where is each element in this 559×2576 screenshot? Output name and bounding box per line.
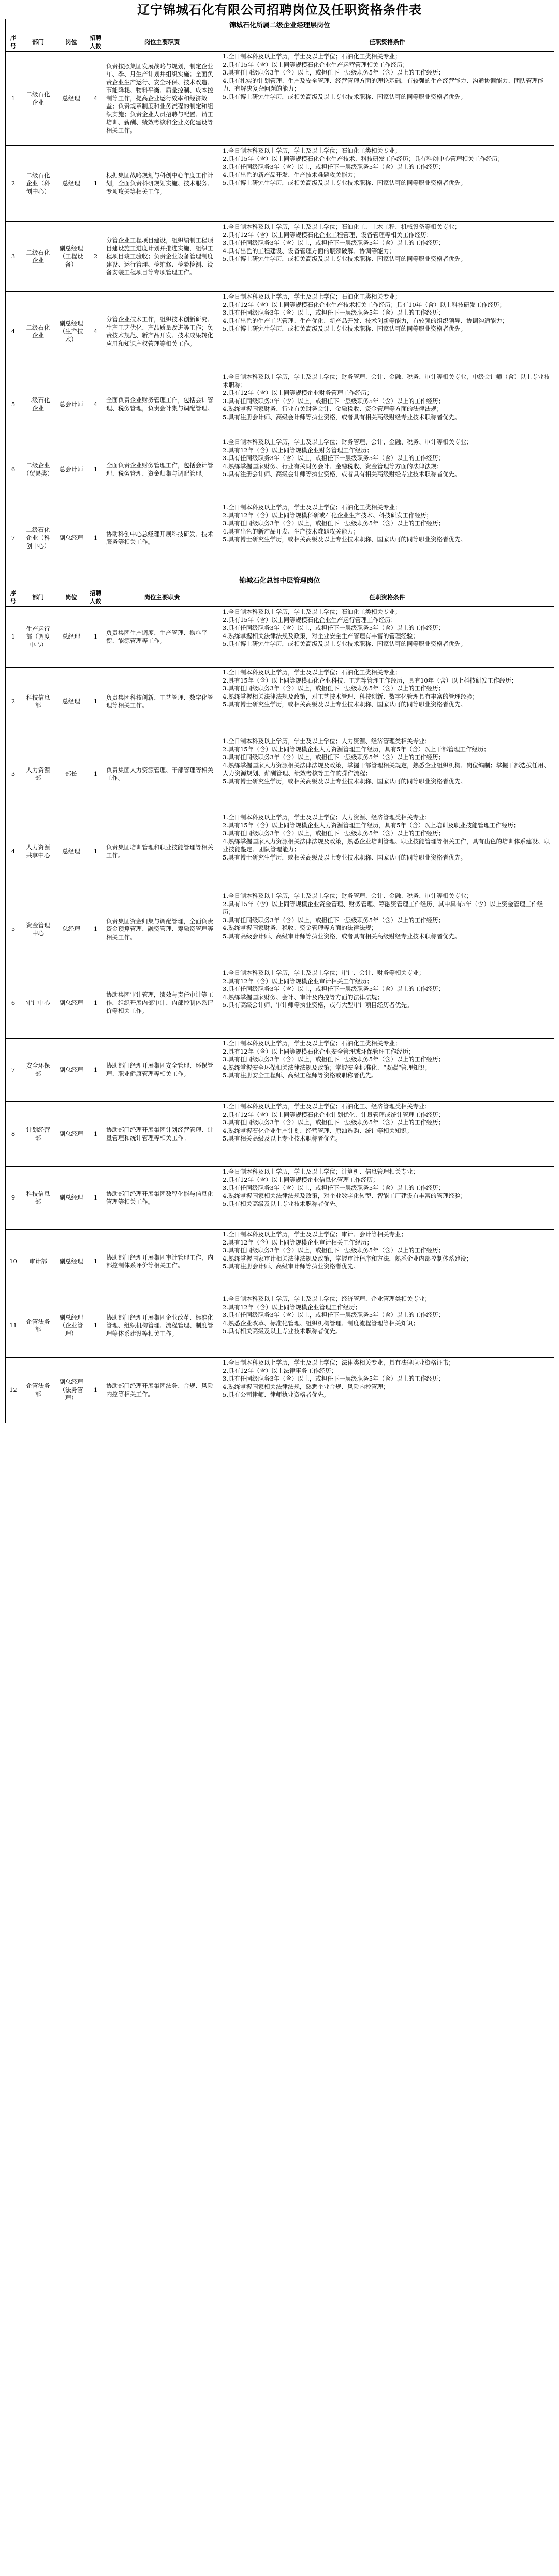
requirement-item: 4.熟练掌握国家相关法律法规及政策，对企业数字化转型、智能工厂建设有丰富的管理经验； xyxy=(223,1192,466,1200)
requirement-item: 4.熟练掌握国家财务、会计、审计及内控等方面的法律法规； xyxy=(223,993,383,1001)
position-cell: 总经理 xyxy=(55,668,87,736)
table-row xyxy=(6,372,554,437)
requirement-item: 1.全日制本科及以上学历，学士及以上学位；审计、会计等相关专业； xyxy=(223,1231,407,1238)
position-cell: 副总经理 xyxy=(55,502,87,574)
headcount-cell: 4 xyxy=(87,292,104,372)
requirement-item: 4.熟练掌握国家财务、税收、资金管理等方面的法律法规； xyxy=(223,924,377,931)
headcount-cell: 4 xyxy=(87,372,104,437)
requirement-item: 3.具有任同级职务3年（含）以上，或担任下一层级职务5年（含）以上的工作经历； xyxy=(223,1247,445,1254)
section-title-row xyxy=(6,19,554,33)
requirement-item: 4.具有出色的生产工艺管理、生产优化、新产品开发、技术创新等能力，有较强的组织领导、协调沟通能力； xyxy=(223,317,508,324)
requirements-cell xyxy=(220,607,554,668)
requirement-item: 2.具有12年（含）以上同等规模石化企业工程管理、设备管理等相关工作经历； xyxy=(223,231,433,239)
column-header: 序号 xyxy=(6,33,21,52)
requirement-item: 5.具有注册会计师、高级会计师等执业资格，或者具有相关高级财经专业技术职称者优先。 xyxy=(223,413,461,421)
requirements-cell xyxy=(220,222,554,292)
requirement-item: 1.全日制本科及以上学历，学士及以上学位；石油化工类相关专业； xyxy=(223,669,401,676)
column-header: 岗位主要职责 xyxy=(104,588,220,607)
department-cell: 审计部 xyxy=(21,1230,55,1294)
duty-cell: 负责集团培训管理和职业技能管理等相关工作。 xyxy=(104,812,220,891)
headcount-cell: 1 xyxy=(87,437,104,502)
requirement-item: 4.具有出色的新产品开发、生产技术难题攻关能力； xyxy=(223,527,359,535)
requirement-item: 1.全日制本科及以上学历，学士及以上学位；财务管理、会计、金融、税务、审计等相关专业； xyxy=(223,892,473,899)
duty-cell: 协助部门经理开展集团企业改革、标准化管理、组织机构管理、流程管理、制度管理等体系建设等相关工作。 xyxy=(104,1294,220,1358)
row-number: 2 xyxy=(6,146,21,222)
requirement-item: 2.具有15年（含）以上同等规模石化企业生产技术、科技研发工作经历；具有科创中心管理相关工作经历； xyxy=(223,155,504,162)
requirement-item: 2.具有12年（含）以上同等规模石化企业计划优化、计量管理或统计管理工作经历； xyxy=(223,1111,445,1118)
headcount-cell: 1 xyxy=(87,607,104,668)
requirement-item: 3.具有任同级职务3年（含）以上，或担任下一层级职务5年（含）以上的工作经历； xyxy=(223,624,445,631)
requirement-item: 3.具有任同级职务3年（含）以上，或担任下一层级职务5年（含）以上的工作经历； xyxy=(223,1056,445,1063)
requirement-item: 2.具有12年（含）以上同等规模企业审计相关工作经历； xyxy=(223,977,373,985)
requirement-item: 5.具有注册会计师、高级审计师等执业资格者优先。 xyxy=(223,1263,359,1270)
requirement-item: 2.具有12年（含）以上同等规模石化企业生产技术相关工作经历；具有10年（含）以上科技研发工作经历； xyxy=(223,301,506,308)
requirement-item: 3.具有任同级职务3年（含）以上，或担任下一层级职务5年（含）以上的工作经历； xyxy=(223,1375,445,1382)
requirement-item: 2.具有12年（含）以上法律事务工作经历； xyxy=(223,1367,337,1374)
column-header: 岗位 xyxy=(55,33,87,52)
position-cell: 副总经理 xyxy=(55,1039,87,1102)
requirements-cell xyxy=(220,1230,554,1294)
requirements-cell xyxy=(220,891,554,968)
duty-cell: 协助部门经理开展集团数智化能与信息化管理等相关工作。 xyxy=(104,1167,220,1230)
requirement-item: 1.全日制本科及以上学历，学士及以上学位；财务管理、会计、金融、税务、审计等相关专业； xyxy=(223,438,473,446)
table-row xyxy=(6,437,554,502)
requirement-item: 5.具有高级会计师、审计师等执业资格，或有大型审计项目经历者优先。 xyxy=(223,1001,413,1009)
column-header: 岗位 xyxy=(55,588,87,607)
requirement-item: 2.具有15年（含）以上同等规模企业人力资源管理工作经历，具有5年（含）以上培训及职业技能管理工作经历； xyxy=(223,821,520,829)
requirements-cell xyxy=(220,812,554,891)
headcount-cell: 1 xyxy=(87,668,104,736)
headcount-cell: 1 xyxy=(87,1102,104,1167)
headcount-cell: 1 xyxy=(87,502,104,574)
requirement-item: 5.具有相关高级及以上专业技术职称者优先。 xyxy=(223,1327,342,1335)
requirement-item: 2.具有15年（含）以上同等规模石化企业科技、工艺等管理工作经历，具有10年（含）以上科技研发工作经历； xyxy=(223,676,518,684)
requirements-cell xyxy=(220,1039,554,1102)
row-number: 3 xyxy=(6,736,21,812)
header-row xyxy=(6,588,554,607)
requirement-item: 3.具有任同级职务3年（含）以上，或担任下一层级职务5年（含）以上的工作经历； xyxy=(223,454,445,462)
requirement-item: 1.全日制本科及以上学历，学士及以上学位；石油化工类相关专业； xyxy=(223,1040,401,1047)
requirement-item: 2.具有12年（含）以上同等规模科研或石化企业生产技术、科技研发工作经历； xyxy=(223,511,433,519)
position-cell: 副总经理（企业管理） xyxy=(55,1294,87,1358)
duty-cell: 协助部门经理开展集团安全管理、环保管理、职业健康管理等相关工作。 xyxy=(104,1039,220,1102)
requirement-item: 1.全日制本科及以上学历，学士及以上学位；财务管理、会计、金融、税务、审计等相关专业，中级会计师（含）以上专业技术职称； xyxy=(223,373,550,389)
table-row xyxy=(6,1294,554,1358)
department-cell: 科技信息部 xyxy=(21,668,55,736)
row-number: 6 xyxy=(6,437,21,502)
duty-cell: 协助科创中心总经理开展科技研发、技术服务等相关工作。 xyxy=(104,502,220,574)
requirement-item: 2.具有15年（含）以上同等规模石化企业生产运营管理相关工作经历； xyxy=(223,61,409,68)
requirement-item: 5.具有博士研究生学历，或相关高级及以上专业技术职称、国家认可的同等职业资格者优先。 xyxy=(223,536,466,543)
requirement-item: 5.具有注册安全工程师、高级工程师等资格或职称者优先。 xyxy=(223,1072,377,1079)
headcount-cell: 1 xyxy=(87,891,104,968)
headcount-cell: 1 xyxy=(87,1039,104,1102)
requirements-cell xyxy=(220,292,554,372)
duty-cell: 负责集团科技创新、工艺管理、数字化管理等相关工作。 xyxy=(104,668,220,736)
column-header: 序号 xyxy=(6,588,21,607)
requirement-item: 3.具有任同级职务3年（含）以上，或担任下一层级职务5年（含）以上的工作经历； xyxy=(223,985,445,993)
position-cell: 总经理 xyxy=(55,52,87,146)
position-cell: 副总经理（法务管理） xyxy=(55,1358,87,1423)
column-header: 招聘人数 xyxy=(87,33,104,52)
requirement-item: 1.全日制本科及以上学历，学士及以上学位；人力资源、经济管理类相关专业； xyxy=(223,737,431,745)
department-cell: 二级石化企业 xyxy=(21,372,55,437)
department-cell: 人力资源部 xyxy=(21,736,55,812)
headcount-cell: 4 xyxy=(87,52,104,146)
requirements-cell xyxy=(220,668,554,736)
table-row xyxy=(6,968,554,1039)
department-cell: 审计中心 xyxy=(21,968,55,1039)
requirement-item: 4.熟练掌握石化企业生产计划、经营管理、原油选购、统计等相关知识； xyxy=(223,1127,413,1134)
requirement-item: 5.具有注册会计师、高级会计师等执业资格，或者具有相关高级财经专业技术职称者优先。 xyxy=(223,470,461,478)
department-cell: 人力资源共享中心 xyxy=(21,812,55,891)
position-cell: 总经理 xyxy=(55,146,87,222)
requirement-item: 1.全日制本科及以上学历，学士及以上学位；石油化工类相关专业； xyxy=(223,504,401,511)
requirement-item: 2.具有12年（含）以上同等规模企业信息化管理工作经历； xyxy=(223,1176,379,1183)
requirement-item: 1.全日制本科及以上学历，学士及以上学位；石油化工类相关专业； xyxy=(223,293,401,300)
department-cell: 科技信息部 xyxy=(21,1167,55,1230)
requirement-item: 3.具有任同级职务3年（含）以上，或担任下一层级职务5年（含）以上的工作经历； xyxy=(223,830,445,837)
requirement-item: 4.具有出色的工程建设、设备管理方面的瓶颈破解、协调等能力； xyxy=(223,247,395,255)
position-cell: 总经理 xyxy=(55,607,87,668)
department-cell: 安全环保部 xyxy=(21,1039,55,1102)
requirement-item: 4.具有出色的新产品开发、生产技术难题攻关能力； xyxy=(223,171,359,179)
column-header: 招聘人数 xyxy=(87,588,104,607)
row-number: 4 xyxy=(6,292,21,372)
column-header: 任职资格条件 xyxy=(220,588,554,607)
position-cell: 部长 xyxy=(55,736,87,812)
requirement-item: 5.具有博士研究生学历，或相关高级及以上专业技术职称、国家认可的同等职业资格者优先。 xyxy=(223,93,466,100)
department-cell: 资金管理中心 xyxy=(21,891,55,968)
requirements-cell xyxy=(220,1102,554,1167)
requirement-item: 1.全日制本科及以上学历，学士及以上学位；计算机、信息管理相关专业； xyxy=(223,1168,419,1175)
requirement-item: 4.熟练掌握国家人力资源相关法律法规及政策，熟悉企业培训管理、职业技能管理等相关工作，具有出色的培训体系建设、职业技能鉴定、团队管理能力； xyxy=(223,837,550,853)
headcount-cell: 1 xyxy=(87,1230,104,1294)
requirement-item: 3.具有任同级职务3年（含）以上，或担任下一层级职务5年（含）以上的工作经历； xyxy=(223,1184,445,1191)
requirement-item: 4.熟练掌握国家财务、行业有关财务会计、金融税收、资金管理等方面的法律法规； xyxy=(223,462,443,470)
duty-cell: 负责集团人力资源管理、干部管理等相关工作。 xyxy=(104,736,220,812)
requirement-item: 5.具有高级会计师、高级审计师等执业资格，或者具有相关高级财经专业技术职称者优先。 xyxy=(223,932,461,940)
duty-cell: 负责集团资金归集与调配管理，全面负责资金预算管理、融资管理、筹融资管理等相关工作。 xyxy=(104,891,220,968)
requirement-item: 1.全日制本科及以上学历，学士及以上学位；经济管理、企业管理类相关专业； xyxy=(223,1295,431,1302)
requirement-item: 4.熟悉企业改革、标准化管理、组织机构管理、制度流程管理等相关知识； xyxy=(223,1319,419,1327)
requirement-item: 5.具有博士研究生学历，或相关高级及以上专业技术职称、国家认可的同等职业资格者优先。 xyxy=(223,640,466,647)
row-number: 6 xyxy=(6,968,21,1039)
requirement-item: 3.具有任同级职务3年（含）以上，或担任下一层级职务5年（含）以上的工作经历； xyxy=(223,163,445,170)
requirement-item: 4.熟练掌握国家人力资源相关法律法规及政策，掌握干部管理相关规定，熟悉企业组织机构、岗位编制；掌握干部选拔任用、人力资源规划、薪酬管理、绩效考核等工作的操作流程； xyxy=(223,761,550,777)
department-cell: 生产运行部（调度中心） xyxy=(21,607,55,668)
duty-cell: 负责集团生产调度、生产管理、物料平衡、能源管理等工作。 xyxy=(104,607,220,668)
requirement-item: 5.具有博士研究生学历，或相关高级及以上专业技术职称、国家认可的同等职业资格者优先。 xyxy=(223,853,466,861)
position-cell: 总经理 xyxy=(55,891,87,968)
requirement-item: 3.具有任同级职务3年（含）以上，或担任下一层级职务5年（含）以上的工作经历； xyxy=(223,520,445,527)
row-number: 1 xyxy=(6,52,21,146)
requirement-item: 5.具有博士研究生学历，或相关高级及以上专业技术职称、国家认可的同等职业资格者优先。 xyxy=(223,255,466,262)
requirement-item: 5.具有博士研究生学历，或相关高级及以上专业技术职称、国家认可的同等职业资格者优先。 xyxy=(223,325,466,332)
requirement-item: 5.具有公司律师、律师执业资格者优先。 xyxy=(223,1391,330,1398)
department-cell: 计划经营部 xyxy=(21,1102,55,1167)
requirement-item: 4.熟练掌握相关法律法规及政策，对企业安全生产管理有丰富的管理经验； xyxy=(223,632,419,640)
requirement-item: 3.具有任同级职务3年（含）以上，或担任下一层级职务5年（含）以上的工作经历； xyxy=(223,69,445,76)
row-number: 5 xyxy=(6,372,21,437)
row-number: 11 xyxy=(6,1294,21,1358)
document-page xyxy=(5,0,554,1423)
table-row xyxy=(6,292,554,372)
table-row xyxy=(6,1358,554,1423)
row-number: 2 xyxy=(6,668,21,736)
position-cell: 副总经理 xyxy=(55,968,87,1039)
requirements-cell xyxy=(220,1167,554,1230)
duty-cell: 全面负责企业财务管理工作，包括会计管理、税务管理，负责会计集与调配管理。 xyxy=(104,372,220,437)
headcount-cell: 2 xyxy=(87,222,104,292)
row-number: 3 xyxy=(6,222,21,292)
headcount-cell: 1 xyxy=(87,812,104,891)
row-number: 9 xyxy=(6,1167,21,1230)
requirement-item: 3.具有任同级职务3年（含）以上，或担任下一层级职务5年（含）以上的工作经历； xyxy=(223,239,445,246)
table-row xyxy=(6,736,554,812)
requirement-item: 2.具有12年（含）以上同等规模企业财务管理工作经历； xyxy=(223,446,373,454)
requirement-item: 1.全日制本科及以上学历，学士及以上学位；石油化工、经济管理类相关专业； xyxy=(223,1103,431,1110)
requirement-item: 1.全日制本科及以上学历，学士及以上学位；石油化工类相关专业； xyxy=(223,147,401,154)
department-cell: 二级石化企业 xyxy=(21,292,55,372)
requirement-item: 4.熟练掌握国家财务、行业有关财务会计、金融税收、资金管理等方面的法律法规； xyxy=(223,405,443,412)
department-cell: 二级石化企业 xyxy=(21,52,55,146)
duty-cell: 协助集团审计管理，绩效与责任审计等工作，组织开展内部审计、内部控制体系评价等相关工作。 xyxy=(104,968,220,1039)
headcount-cell: 1 xyxy=(87,1167,104,1230)
row-number: 1 xyxy=(6,607,21,668)
department-cell: 二级石化企业 xyxy=(21,222,55,292)
row-number: 8 xyxy=(6,1102,21,1167)
table-row xyxy=(6,607,554,668)
row-number: 12 xyxy=(6,1358,21,1423)
headcount-cell: 1 xyxy=(87,1358,104,1423)
section-title: 锦城石化所属二级企业经理层岗位 xyxy=(6,19,554,33)
table-row xyxy=(6,1167,554,1230)
requirement-item: 3.具有任同级职务3年（含）以上，或担任下一层级职务5年（含）以上的工作经历； xyxy=(223,753,445,761)
duty-cell: 负责按照集团发展战略与规划，制定企业年、季、月生产计划并组织实施；全面负责企业生产运行、安全环保、技术改造、节能降耗、物料平衡、质量控制、成本控制等工作，提高企业运行效率和经济效益；负责规章制度和业务流程的制定和组织实施；负责企业人员招聘与配置、员工培训、薪酬、绩效考核和企业文化建设等相关工作。 xyxy=(104,52,220,146)
requirement-item: 4.熟练掌握国家相关法律法规，熟悉企业合规、风险内控管理； xyxy=(223,1383,389,1390)
requirement-item: 5.具有博士研究生学历，或相关高级及以上专业技术职称、国家认可的同等职业资格者优先。 xyxy=(223,777,466,785)
requirements-cell xyxy=(220,736,554,812)
duty-cell: 协助部门经理开展集团法务、合规、风险内控等相关工作。 xyxy=(104,1358,220,1423)
duty-cell: 根据集团战略规划与科创中心年度工作计划，全面负责科研规划实施、技术服务、专项攻关等相关工作。 xyxy=(104,146,220,222)
column-header: 岗位主要职责 xyxy=(104,33,220,52)
requirements-cell xyxy=(220,1358,554,1423)
requirements-cell xyxy=(220,52,554,146)
table-row xyxy=(6,668,554,736)
requirement-item: 3.具有任同级职务3年（含）以上，或担任下一层级职务5年（含）以上的工作经历； xyxy=(223,397,445,405)
requirement-item: 1.全日制本科及以上学历，学士及以上学位；人力资源、经济管理类相关专业； xyxy=(223,813,431,821)
headcount-cell: 1 xyxy=(87,1294,104,1358)
duty-cell: 全面负责企业财务管理工作，包括会计管理、税务管理、资金归集与调配管理。 xyxy=(104,437,220,502)
table-row xyxy=(6,146,554,222)
row-number: 5 xyxy=(6,891,21,968)
table-row xyxy=(6,891,554,968)
requirements-cell xyxy=(220,146,554,222)
requirement-item: 4.熟练掌握安全环保相关法律法规及政策；掌握安全标准化、“双碳”管理知识； xyxy=(223,1063,431,1071)
department-cell: 二级企业（贸易类） xyxy=(21,437,55,502)
table-row xyxy=(6,812,554,891)
requirement-item: 3.具有任同级职务3年（含）以上，或担任下一层级职务5年（含）以上的工作经历； xyxy=(223,1119,445,1126)
table-row xyxy=(6,1230,554,1294)
requirement-item: 3.具有任同级职务3年（含）以上，或担任下一层级职务5年（含）以上的工作经历； xyxy=(223,916,445,924)
duty-cell: 分管企业技术工作，组织技术创新研究、生产工艺优化、产品质量改进等工作；负责技术规范、新产品开发、技术成果转化应用和知识产权管理等相关工作。 xyxy=(104,292,220,372)
requirement-item: 4.熟练掌握相关法律法规及政策，对工艺技术管理、科技创新、数字化管理具有丰富的管理经验； xyxy=(223,692,478,700)
position-cell: 副总经理 xyxy=(55,1230,87,1294)
position-cell: 总会计师 xyxy=(55,372,87,437)
requirements-cell xyxy=(220,437,554,502)
header-row xyxy=(6,33,554,52)
requirement-item: 2.具有15年（含）以上同等规模石化企业生产运行管理工作经历； xyxy=(223,616,397,624)
requirement-item: 3.具有任同级职务3年（含）以上，或担任下一层级职务5年（含）以上的工作经历； xyxy=(223,1311,445,1319)
duty-cell: 分管企业工程项目建设，组织编制工程项目建设施工进度计划并推进实施，组织工程项目竣工验收；负责企业设备管理制度建设、运行管理、检维修、检验检测、设备安装工程项目等专项管理工作。 xyxy=(104,222,220,292)
requirement-item: 3.具有任同级职务3年（含）以上，或担任下一层级职务5年（含）以上的工作经历； xyxy=(223,685,445,692)
requirement-item: 1.全日制本科及以上学历，学士及以上学位；审计、会计、财务等相关专业； xyxy=(223,969,425,976)
table-row xyxy=(6,502,554,574)
row-number: 4 xyxy=(6,812,21,891)
position-cell: 副总经理 xyxy=(55,1167,87,1230)
table-row xyxy=(6,52,554,146)
position-cell: 总经理 xyxy=(55,812,87,891)
requirement-item: 1.全日制本科及以上学历，学士及以上学位；石油化工类相关专业； xyxy=(223,608,401,615)
requirement-item: 1.全日制本科及以上学历，学士及以上学位；石油化工、土木工程、机械设备等相关专业； xyxy=(223,223,461,230)
duty-cell: 协助部门经理开展集团计划经营管理、计量管理和统计管理等相关工作。 xyxy=(104,1102,220,1167)
row-number: 7 xyxy=(6,1039,21,1102)
requirement-item: 4.熟练掌握国家审计相关法律法规及政策，掌握审计程序和方法，熟悉企业内部控制体系建设； xyxy=(223,1254,473,1262)
requirement-item: 5.具有博士研究生学历，或相关高级及以上专业技术职称、国家认可的同等职业资格者优先。 xyxy=(223,179,466,186)
department-cell: 企管法务部 xyxy=(21,1294,55,1358)
requirement-item: 5.具有博士研究生学历，或相关高级及以上专业技术职称、国家认可的同等职业资格者优先。 xyxy=(223,701,466,708)
position-cell: 总会计师 xyxy=(55,437,87,502)
table-row xyxy=(6,222,554,292)
column-header: 任职资格条件 xyxy=(220,33,554,52)
row-number: 10 xyxy=(6,1230,21,1294)
section-title: 锦城石化总部中层管理岗位 xyxy=(6,574,554,588)
department-cell: 企管法务部 xyxy=(21,1358,55,1423)
requirement-item: 5.具有相关高级及以上专业技术职称者优先。 xyxy=(223,1200,342,1207)
requirements-cell xyxy=(220,372,554,437)
requirement-item: 2.具有12年（含）以上同等规模企业管理工作经历； xyxy=(223,1303,361,1311)
recruitment-table xyxy=(5,19,554,1423)
requirement-item: 2.具有12年（含）以上同等规模石化企业安全管理或环保管理工作经历； xyxy=(223,1047,415,1055)
document-title: 辽宁锦城石化有限公司招聘岗位及任职资格条件表 xyxy=(137,2,422,17)
requirement-item: 2.具有12年（含）以上同等规模企业财务管理工作经历； xyxy=(223,389,373,396)
duty-cell: 协助部门经理开展集团审计管理工作，内部控制体系评价等相关工作。 xyxy=(104,1230,220,1294)
requirements-cell xyxy=(220,1294,554,1358)
table-row xyxy=(6,1039,554,1102)
requirements-cell xyxy=(220,968,554,1039)
department-cell: 二级石化企业（科创中心） xyxy=(21,502,55,574)
requirements-cell xyxy=(220,502,554,574)
requirement-item: 5.具有相关高级及以上专业技术职称者优先。 xyxy=(223,1135,342,1142)
headcount-cell: 1 xyxy=(87,736,104,812)
section-title-row xyxy=(6,574,554,588)
requirement-item: 2.具有15年（含）以上同等规模企业人力资源管理工作经历，具有5年（含）以上干部管理工作经历； xyxy=(223,745,490,753)
table-body xyxy=(6,19,554,1423)
table-row xyxy=(6,1102,554,1167)
row-number: 7 xyxy=(6,502,21,574)
position-cell: 副总经理 xyxy=(55,1102,87,1167)
position-cell: 副总经理（工程设备） xyxy=(55,222,87,292)
column-header: 部门 xyxy=(21,588,55,607)
requirement-item: 4.具有扎实的计划管理、生产及安全管理、经营管理方面的理论基础，有较强的生产经营能力、沟通协调能力、团队管理能力、有解决复杂问题的能力； xyxy=(223,77,544,92)
position-cell: 副总经理（生产技术） xyxy=(55,292,87,372)
requirement-item: 1.全日制本科及以上学历，学士及以上学位；石油化工类相关专业； xyxy=(223,53,401,60)
requirement-item: 3.具有任同级职务3年（含）以上，或担任下一层级职务5年（含）以上的工作经历； xyxy=(223,309,445,316)
requirement-item: 1.全日制本科及以上学历，学士及以上学位；法律类相关专业，具有法律职业资格证书； xyxy=(223,1359,454,1366)
headcount-cell: 1 xyxy=(87,968,104,1039)
requirement-item: 2.具有12年（含）以上同等规模企业审计相关工作经历； xyxy=(223,1238,373,1246)
headcount-cell: 1 xyxy=(87,146,104,222)
column-header: 部门 xyxy=(21,33,55,52)
department-cell: 二级石化企业（科创中心） xyxy=(21,146,55,222)
requirement-item: 2.具有15年（含）以上同等规模企业资金管理、财务管理、筹融资管理工作经历，其中具有5年（含）以上资金管理工作经历； xyxy=(223,900,543,915)
